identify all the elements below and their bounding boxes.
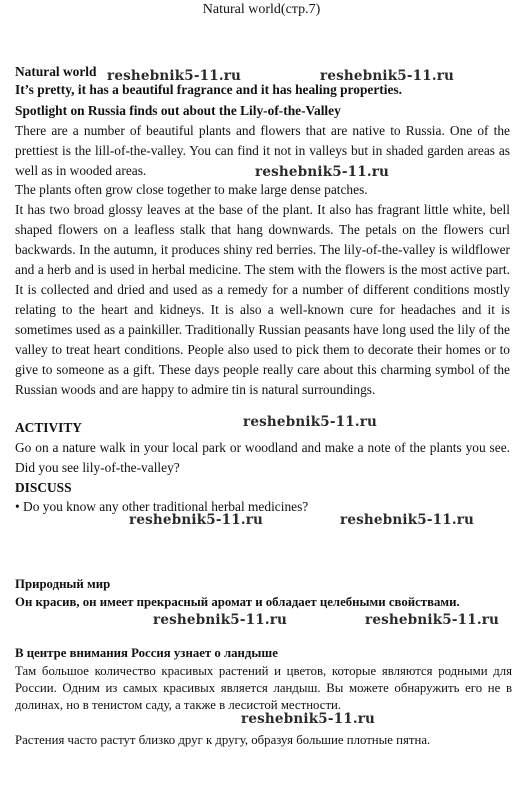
heading-en: Spotlight on Russia finds out about the Lily-of-the-Valley [15, 103, 341, 118]
subtitle-en: It’s pretty, it has a beautiful fragrance and it has healing properties. [15, 82, 402, 97]
activity-heading: ACTIVITY [15, 420, 82, 435]
watermark: reshebnik5-11.ru [107, 68, 242, 84]
paragraph-3-en: It has two broad glossy leaves at the base of the plant. It also has fragrant little white, bell shaped flowers on a leafless stalk that hang downwards. The petals on the flowers curl backwards. In the autumn, it produces shiny red berries. The lily-of-the-valley is wildflower and a herb and is used in herbal medicine. The stem with the flowers is the most active part. It is collected and dried and used as a remedy for a number of different conditions mostly relating to the heart and kidneys. It is also a well-known cure for headaches and it is sometimes used as a painkiller. Traditionally Russian peasants have long used the lily of the valley to treat heart conditions. People also used to pick them to decorate their homes or to give to someone as a gift. These days people really care about this charming symbol of the Russian woods and are happy to admire tin is natural surroundings. [15, 202, 510, 397]
watermark: reshebnik5-11.ru [365, 612, 500, 628]
title-en: Natural world [15, 64, 97, 79]
watermark: reshebnik5-11.ru [320, 68, 455, 84]
paragraph-1-en: There are a number of beautiful plants and flowers that are native to Russia. One of the prettiest is the lill-of-the-valley. You can find it not in valleys but in shaded garden areas as well as in wooded areas. [15, 123, 510, 178]
watermark: reshebnik5-11.ru [241, 711, 376, 727]
title-ru: Природный мир [15, 577, 111, 591]
subtitle-ru: Он красив, он имеет прекрасный аромат и обладает целебными свойствами. [15, 595, 460, 609]
watermark: reshebnik5-11.ru [153, 612, 288, 628]
watermark: reshebnik5-11.ru [243, 414, 378, 430]
watermark: reshebnik5-11.ru [340, 512, 475, 528]
discuss-heading: DISCUSS [15, 480, 72, 495]
watermark: reshebnik5-11.ru [129, 512, 264, 528]
paragraph-2-en: The plants often grow close together to make large dense patches. [15, 182, 368, 197]
heading-ru: В центре внимания Россия узнает о ландыше [15, 646, 278, 660]
watermark: reshebnik5-11.ru [255, 164, 390, 180]
discuss-item: • Do you know any other traditional herbal medicines? [15, 499, 309, 514]
paragraph-1-ru: Там большое количество красивых растений и цветов, которые являются родными для России. Одним из самых красивых является ландыш. Вы можете обнаружить его не в долинах, но в тенистом саду, а также в лесистой местности. [15, 664, 512, 712]
paragraph-2-ru: Растения часто растут близко друг к другу, образуя большие плотные пятна. [15, 733, 431, 747]
page-header: Natural world(стр.7) [202, 2, 321, 17]
activity-text: Go on a nature walk in your local park or woodland and make a note of the plants you see. Did you see lily-of-the-valley? [15, 440, 510, 475]
